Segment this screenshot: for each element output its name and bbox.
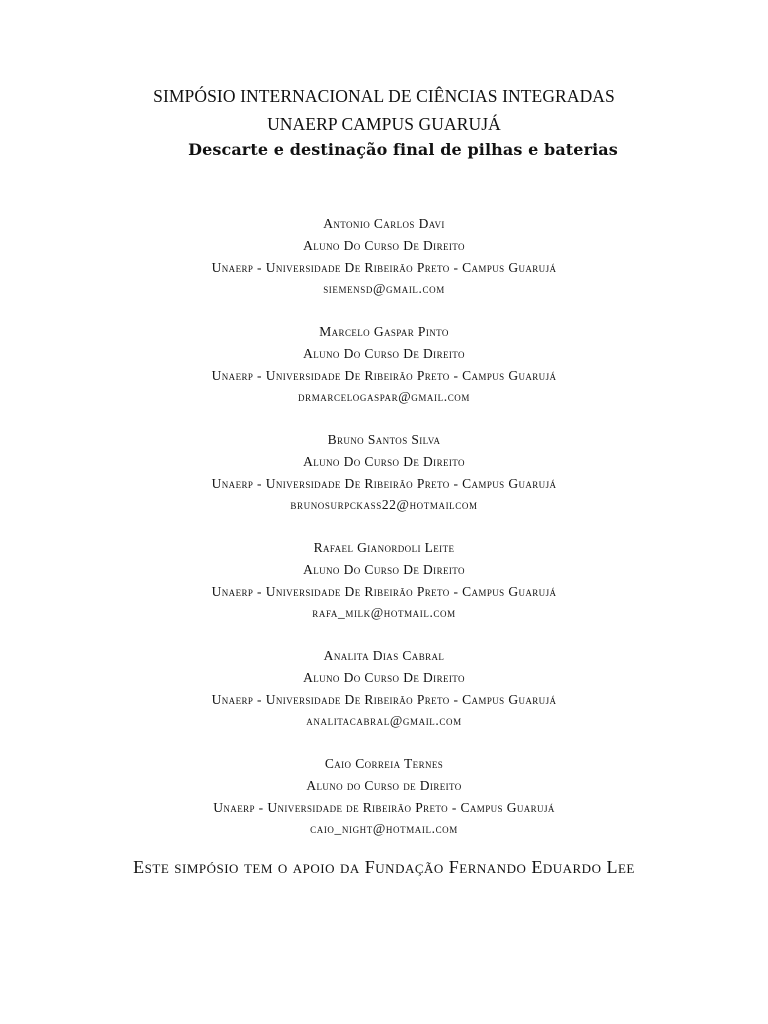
author-email: drmarcelogaspar@gmail.com bbox=[298, 389, 470, 405]
document-title-line-1: SIMPÓSIO INTERNACIONAL DE CIÊNCIAS INTEGRADAS bbox=[153, 86, 615, 106]
support-statement: Este simpósio tem o apoio da Fundação Fernando Eduardo Lee bbox=[133, 857, 635, 877]
author-name: Rafael Gianordoli Leite bbox=[313, 540, 455, 555]
author-name: Caio Correia Ternes bbox=[324, 756, 444, 771]
author-institution: Unaerp - Universidade De Ribeirão Preto - Campus Guarujá bbox=[211, 475, 557, 491]
author-block bbox=[0, 214, 768, 322]
author-role: Aluno do Curso de Direito bbox=[306, 777, 462, 793]
author-name: Marcelo Gaspar Pinto bbox=[319, 324, 449, 339]
author-name: Antonio Carlos Davi bbox=[323, 216, 445, 231]
author-role: Aluno Do Curso De Direito bbox=[303, 453, 465, 469]
author-institution: Unaerp - Universidade De Ribeirão Preto - Campus Guarujá bbox=[211, 583, 557, 599]
author-name: Bruno Santos Silva bbox=[327, 432, 441, 447]
author-institution: Unaerp - Universidade de Ribeirão Preto - Campus Guarujá bbox=[213, 799, 555, 815]
author-role: Aluno Do Curso De Direito bbox=[303, 237, 465, 253]
author-institution: Unaerp - Universidade De Ribeirão Preto - Campus Guarujá bbox=[211, 259, 557, 275]
author-email: rafa_milk@hotmail.com bbox=[312, 605, 456, 621]
author-role: Aluno Do Curso De Direito bbox=[303, 345, 465, 361]
author-email: brunosurpckass22@hotmailcom bbox=[290, 497, 478, 513]
document-title-line-2: UNAERP CAMPUS GUARUJÁ bbox=[267, 114, 501, 134]
author-block bbox=[0, 754, 768, 862]
author-block bbox=[0, 538, 768, 646]
author-block bbox=[0, 322, 768, 430]
author-role: Aluno Do Curso De Direito bbox=[303, 669, 465, 685]
author-institution: Unaerp - Universidade De Ribeirão Preto - Campus Guarujá bbox=[211, 691, 557, 707]
author-role: Aluno Do Curso De Direito bbox=[303, 561, 465, 577]
author-email: siemensd@gmail.com bbox=[323, 281, 445, 297]
author-email: caio_night@hotmail.com bbox=[310, 821, 458, 837]
author-block bbox=[0, 430, 768, 538]
author-institution: Unaerp - Universidade De Ribeirão Preto - Campus Guarujá bbox=[211, 367, 557, 383]
author-email: analitacabral@gmail.com bbox=[306, 713, 462, 729]
document-subtitle: Descarte e destinação final de pilhas e baterias bbox=[188, 140, 618, 159]
author-block bbox=[0, 646, 768, 754]
author-name: Analita Dias Cabral bbox=[323, 648, 445, 663]
author-list bbox=[0, 214, 768, 862]
